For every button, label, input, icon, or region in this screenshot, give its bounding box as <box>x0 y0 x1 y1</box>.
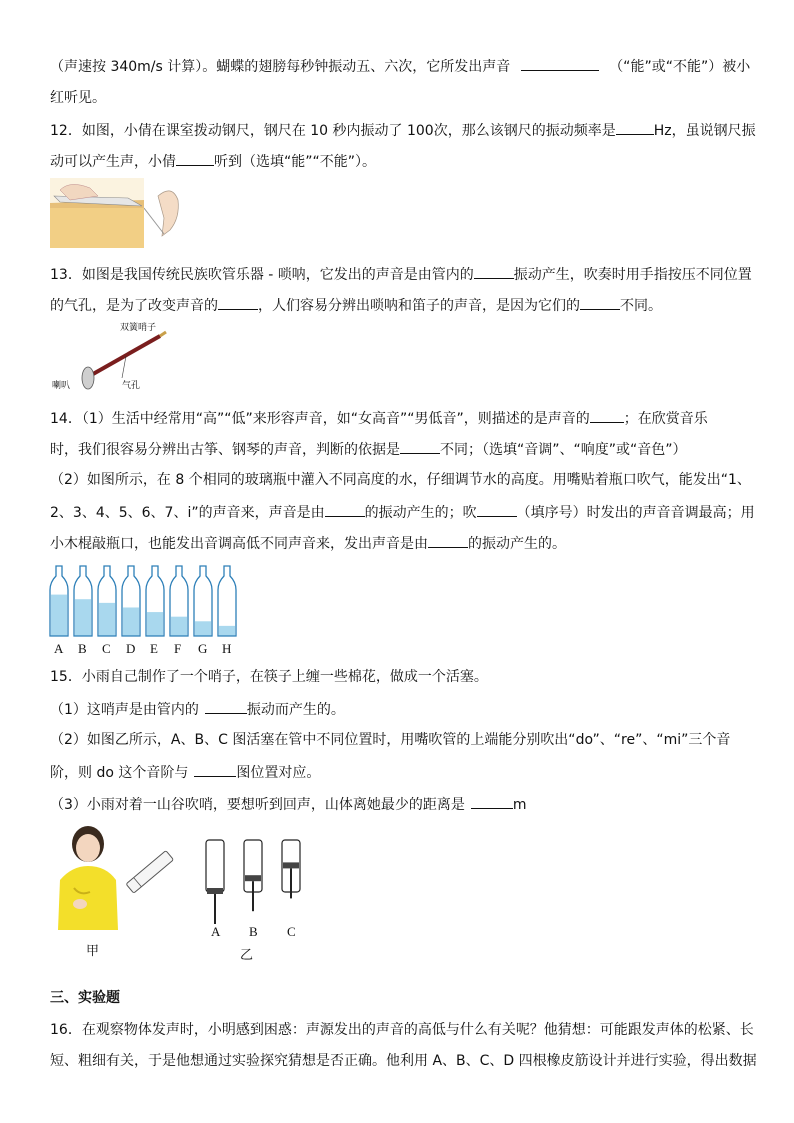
text: 的振动产生的；吹 <box>364 505 477 521</box>
suona-reed-label: 双簧哨子 <box>120 322 157 332</box>
q13-line-1 <box>50 264 752 285</box>
q15-line-5 <box>50 794 527 815</box>
answer-blank[interactable] <box>400 439 440 454</box>
q14-line-4 <box>50 502 755 523</box>
group-label: 乙 <box>240 948 254 963</box>
bottle-label: F <box>174 641 182 656</box>
suona-bell-label: 喇叭 <box>52 380 71 390</box>
text: 13．如图是我国传统民族吹管乐器 - 唢呐，它发出的声音是由管内的 <box>50 267 474 283</box>
line-prev-1 <box>50 56 750 77</box>
text: 听到（选填“能”“不能”）。 <box>214 154 377 170</box>
q15-line-4 <box>50 762 320 783</box>
text: ，人们容易分辨出唢呐和笛子的声音，是因为它们的 <box>258 298 580 314</box>
answer-blank[interactable] <box>474 264 514 279</box>
text: 14．（1）生活中经常用“高”“低”来形容声音，如“女高音”“男低音”，则描述的是声音的 <box>50 411 590 427</box>
text: 时，我们很容易分辨出古筝、钢琴的声音，判断的依据是 <box>50 442 400 458</box>
bottle-label: D <box>126 641 136 656</box>
bottle-E <box>146 566 164 636</box>
person-label: 甲 <box>86 944 100 959</box>
text: m <box>512 797 527 813</box>
water-level <box>219 626 235 636</box>
q16-line-1: 16．在观察物体发声时，小明感到困惑：声源发出的声音的高低与什么有关呢？他猜想：可能跟发声体的松紧、长 <box>50 1022 754 1038</box>
water-level <box>99 603 115 636</box>
answer-blank[interactable] <box>580 295 620 310</box>
whistle-tubes-figure <box>198 836 308 926</box>
bottles-figure <box>46 562 246 640</box>
line-prev-2: 红听见。 <box>50 90 106 106</box>
answer-blank[interactable] <box>325 502 365 517</box>
bottle-A <box>50 566 68 636</box>
piston <box>207 888 223 894</box>
text: Hz，虽说钢尺振 <box>653 123 756 139</box>
hand-figure <box>144 178 184 248</box>
water-level <box>123 607 139 636</box>
water-level <box>51 595 67 636</box>
text: 图位置对应。 <box>236 765 321 781</box>
ruler-desk-figure <box>50 178 144 248</box>
text: 2、3、4、5、6、7、i”的声音来，声音是由 <box>50 505 325 521</box>
bottle-label: A <box>54 641 64 656</box>
bottle-F <box>170 566 188 636</box>
text: （“能”或“不能”）被小 <box>609 59 751 75</box>
q13-line-2 <box>50 295 662 316</box>
section-heading: 三、实验题 <box>50 990 120 1006</box>
bottle-D <box>122 566 140 636</box>
q14-line-1 <box>50 408 708 429</box>
water-level <box>75 599 91 636</box>
text: 振动而产生的。 <box>246 702 345 718</box>
text: （填序号）时发出的声音音调最高；用 <box>516 505 755 521</box>
text: 不同；（选填“音调”、“响度”或“音色”） <box>440 442 687 458</box>
bottle-label: C <box>102 641 111 656</box>
bottle-label: H <box>222 641 232 656</box>
text: ；在欣赏音乐 <box>623 411 708 427</box>
answer-blank[interactable] <box>428 533 468 548</box>
bottle-label: B <box>78 641 87 656</box>
text: （3）小雨对着一山谷吹哨，要想听到回声，山体离她最少的距离是 <box>50 797 465 813</box>
bottle-label: G <box>198 641 208 656</box>
text: 阶，则 do 这个音阶与 <box>50 765 189 781</box>
bottle-B <box>74 566 92 636</box>
q16-line-2: 短、粗细有关，于是他想通过实验探究猜想是否正确。他利用 A、B、C、D 四根橡皮筋设计并进行实验，得出数据 <box>50 1053 757 1069</box>
text: 小木棍敲瓶口，也能发出音调高低不同声音来，发出声音是由 <box>50 536 428 552</box>
piston <box>245 875 261 881</box>
text: 12．如图，小倩在课室拨动钢尺，钢尺在 10 秒内振动了 100次，那么该钢尺的振动频率是 <box>50 123 616 139</box>
answer-blank[interactable] <box>194 762 236 777</box>
bottle-outline <box>218 566 236 636</box>
answer-blank[interactable] <box>471 794 513 809</box>
text: 不同。 <box>620 298 662 314</box>
piston <box>283 862 299 868</box>
bottle-G <box>194 566 212 636</box>
tube-A <box>206 840 224 924</box>
water-level <box>171 617 187 636</box>
text: 的气孔，是为了改变声音的 <box>50 298 218 314</box>
tube-C <box>282 840 300 898</box>
q14-line-3: （2）如图所示，在 8 个相同的玻璃瓶中灌入不同高度的水，仔细调节水的高度。用嘴贴着瓶口吹气，能发出“1、 <box>50 472 751 488</box>
answer-blank[interactable] <box>176 151 214 166</box>
q14-line-5 <box>50 533 566 554</box>
bottle-label: E <box>150 641 158 656</box>
answer-blank[interactable] <box>205 699 247 714</box>
answer-blank[interactable] <box>218 295 258 310</box>
q15-line-1: 15．小雨自己制作了一个哨子，在筷子上缠一些棉花，做成一个活塞。 <box>50 669 488 685</box>
text: 动可以产生声，小倩 <box>50 154 176 170</box>
bottle-H <box>218 566 236 636</box>
text: 振动产生，吹奏时用手指按压不同位置 <box>513 267 752 283</box>
answer-blank[interactable] <box>477 502 517 517</box>
answer-blank[interactable] <box>521 56 599 71</box>
tube-label: C <box>287 924 296 939</box>
q12-line-1 <box>50 120 756 141</box>
suona-hole-label: 气孔 <box>122 380 141 390</box>
q15-line-3: （2）如图乙所示，A、B、C 图活塞在管中不同位置时，用嘴吹管的上端能分别吹出“do”、“re”、“mi”三个音 <box>50 732 731 748</box>
tube-label: B <box>249 924 258 939</box>
q14-line-2 <box>50 439 687 460</box>
water-level <box>195 621 211 636</box>
bottle-C <box>98 566 116 636</box>
text: （声速按 340m/s 计算）。蝴蝶的翅膀每秒钟振动五、六次，它所发出声音 <box>50 59 511 75</box>
tube-B <box>244 840 262 911</box>
tube-label: A <box>211 924 221 939</box>
q12-line-2 <box>50 151 376 172</box>
answer-blank[interactable] <box>590 408 624 423</box>
answer-blank[interactable] <box>616 120 654 135</box>
text: 的振动产生的。 <box>468 536 566 552</box>
girl-whistle-figure <box>50 822 180 932</box>
q15-line-2 <box>50 699 345 720</box>
water-level <box>147 612 163 636</box>
text: （1）这哨声是由管内的 <box>50 702 199 718</box>
